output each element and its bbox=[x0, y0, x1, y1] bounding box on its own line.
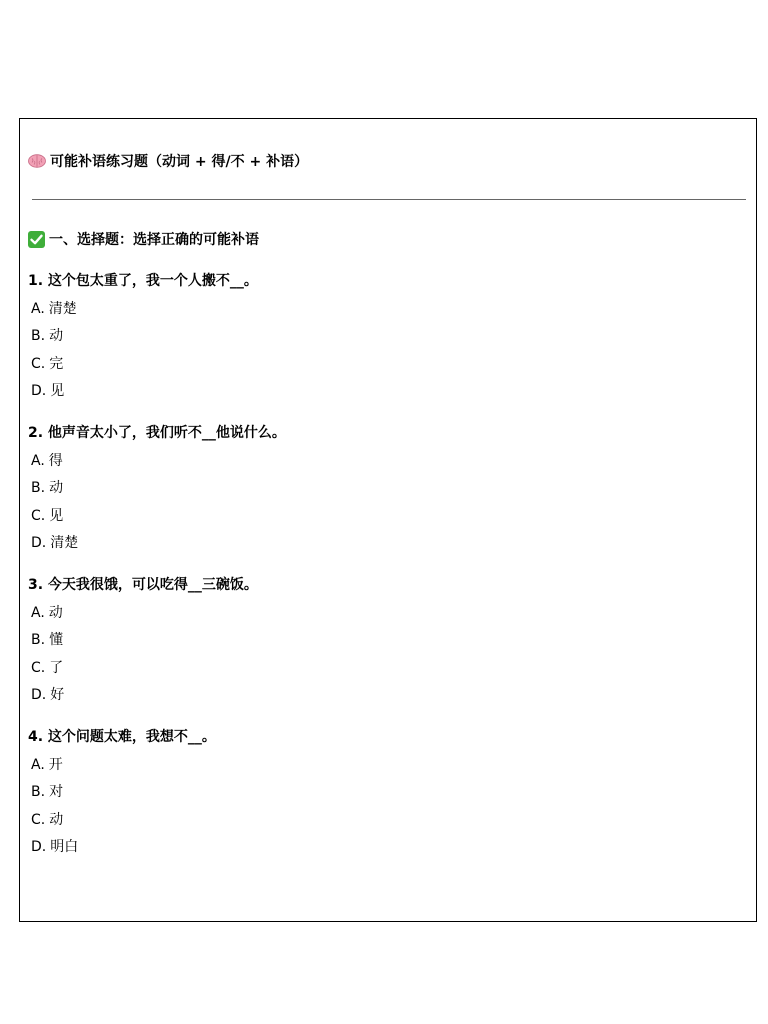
option-letter: A. bbox=[31, 300, 45, 317]
option-a[interactable] bbox=[28, 755, 728, 775]
option-text: 动 bbox=[49, 328, 64, 344]
document-page bbox=[19, 118, 757, 922]
option-letter: D. bbox=[31, 383, 47, 399]
page-title-text: 可能补语练习题（动词 + 得/不 + 补语） bbox=[50, 154, 309, 170]
option-text: 明白 bbox=[50, 839, 79, 855]
option-b[interactable] bbox=[28, 326, 728, 346]
option-text: 清楚 bbox=[50, 535, 79, 551]
question-1 bbox=[28, 271, 728, 401]
question-2 bbox=[28, 423, 728, 553]
option-d[interactable] bbox=[28, 381, 728, 401]
option-text: 得 bbox=[48, 452, 63, 469]
question-4 bbox=[28, 727, 728, 857]
option-letter: A. bbox=[31, 452, 45, 469]
option-letter: B. bbox=[31, 480, 46, 496]
option-d[interactable] bbox=[28, 533, 728, 553]
option-c[interactable] bbox=[28, 354, 728, 374]
option-a[interactable] bbox=[28, 451, 728, 471]
brain-icon bbox=[28, 154, 46, 168]
option-text: 了 bbox=[49, 659, 64, 676]
page-title bbox=[28, 151, 308, 171]
option-text: 见 bbox=[49, 507, 64, 524]
option-letter: B. bbox=[31, 632, 46, 648]
option-letter: C. bbox=[31, 811, 46, 828]
option-text: 好 bbox=[50, 687, 65, 703]
option-c[interactable] bbox=[28, 506, 728, 526]
option-letter: C. bbox=[31, 355, 46, 372]
horizontal-divider bbox=[32, 199, 746, 200]
section-heading-text: 一、选择题：选择正确的可能补语 bbox=[49, 232, 259, 248]
option-text: 见 bbox=[50, 383, 65, 399]
option-d[interactable] bbox=[28, 837, 728, 857]
option-text: 懂 bbox=[49, 632, 64, 648]
option-text: 清楚 bbox=[48, 300, 77, 317]
option-letter: D. bbox=[31, 687, 47, 703]
section-heading bbox=[28, 229, 259, 249]
option-letter: D. bbox=[31, 839, 47, 855]
option-text: 动 bbox=[49, 811, 64, 828]
question-3 bbox=[28, 575, 728, 705]
question-text: 3. 今天我很饿，可以吃得__三碗饭。 bbox=[28, 577, 258, 593]
option-b[interactable] bbox=[28, 630, 728, 650]
option-d[interactable] bbox=[28, 685, 728, 705]
option-c[interactable] bbox=[28, 810, 728, 830]
option-letter: D. bbox=[31, 535, 47, 551]
option-text: 对 bbox=[49, 784, 64, 800]
question-text: 4. 这个问题太难，我想不__。 bbox=[28, 729, 216, 745]
option-text: 动 bbox=[49, 480, 64, 496]
check-mark-icon bbox=[28, 231, 45, 248]
option-b[interactable] bbox=[28, 782, 728, 802]
option-letter: B. bbox=[31, 784, 46, 800]
option-letter: C. bbox=[31, 659, 46, 676]
option-letter: A. bbox=[31, 756, 45, 773]
option-text: 开 bbox=[48, 756, 63, 773]
option-b[interactable] bbox=[28, 478, 728, 498]
option-text: 动 bbox=[48, 604, 63, 621]
option-letter: B. bbox=[31, 328, 46, 344]
option-letter: C. bbox=[31, 507, 46, 524]
question-text: 1. 这个包太重了，我一个人搬不__。 bbox=[28, 273, 258, 289]
option-a[interactable] bbox=[28, 603, 728, 623]
option-text: 完 bbox=[49, 355, 64, 372]
option-c[interactable] bbox=[28, 658, 728, 678]
option-letter: A. bbox=[31, 604, 45, 621]
question-text: 2. 他声音太小了，我们听不__他说什么。 bbox=[28, 425, 286, 441]
option-a[interactable] bbox=[28, 299, 728, 319]
